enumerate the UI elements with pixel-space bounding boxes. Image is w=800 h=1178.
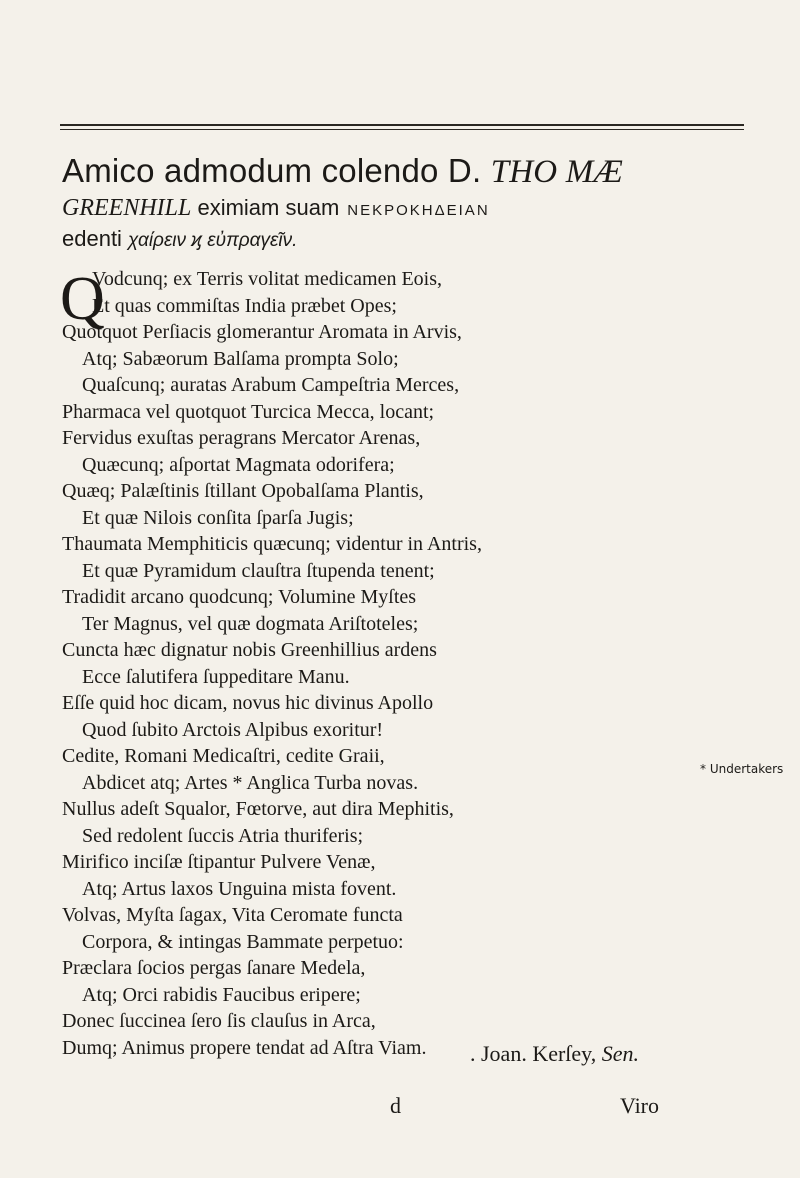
poem-line: Dumq; Animus propere tendat ad Aſtra Viam. [62,1036,427,1059]
poem-line: Atq; Sabæorum Balſama prompta Solo; [82,347,399,370]
heading-name: THO MÆ [490,154,624,190]
poem-line: Thaumata Memphiticis quæcunq; videntur in Antris, [62,533,482,555]
drop-capital: Q [60,265,105,333]
poem-line: Et quæ Nilois conſita ſparſa Jugis; [82,506,354,529]
poem-line: Ecce ſalutifera ſuppeditare Manu. [82,665,350,688]
dedication-heading [62,152,752,191]
poem-line: Quod ſubito Arctois Alpibus exoritur! [82,718,384,741]
signature [470,1041,639,1067]
signature-name: . Joan. Kerſey, [470,1041,597,1066]
poem-line: Quæcunq; aſportat Magmata odorifera; [82,453,395,476]
edenti-text: edenti [62,226,122,251]
subheading-name: GREENHILL [62,195,192,221]
poem-line: Fervidus exuſtas peragrans Mercator Arenas, [62,427,421,449]
poem-line: Corpora, & intingas Bammate perpetuo: [82,930,404,953]
dedication-subheading [62,195,752,222]
poem-line: Atq; Artus laxos Unguina mista fovent. [82,877,397,900]
subheading-text: eximiam suam [191,195,340,220]
top-rule [60,124,744,126]
bottom-rule [60,129,744,130]
poem-line: Nullus adeſt Squalor, Fœtorve, aut dira Mephitis, [62,798,454,820]
poem-line: Tradidit arcano quodcunq; Volumine Myſtes [62,586,417,608]
catchword: Viro [620,1093,660,1118]
poem-line: Quaſcunq; auratas Arabum Campeſtria Merces, [82,374,460,396]
poem-line: Quotquot Perſiacis glomerantur Aromata in Arvis, [62,321,462,343]
poem-line: Atq; Orci rabidis Faucibus eripere; [82,983,361,1006]
poem-line: Volvas, Myſta ſagax, Vita Ceromate functa [62,904,403,926]
poem-line: Abdicet atq; Artes * Anglica Turba novas. [82,771,419,794]
dedication-edenti [62,226,297,252]
poem-line: Et quas commiſtas India præbet Opes; [92,294,397,317]
poem-line: Mirifico inciſæ ſtipantur Pulvere Venæ, [62,851,376,873]
poem-line: Et quæ Pyramidum clauſtra ſtupenda tenent; [82,559,435,582]
poem-line: Ter Magnus, vel quæ dogmata Ariſtoteles; [82,612,419,635]
poem-line: Eſſe quid hoc dicam, novus hic divinus Apollo [62,692,434,714]
subheading-greek: ΝΕΚΡΟΚΗΔΕΙΑΝ [347,202,490,219]
edenti-greek: χαίρειν ϗ εὐπραγεῖν. [127,230,298,251]
poem-line: Vodcunq; ex Terris volitat medicamen Eois, [92,268,443,290]
poem-body [0,266,800,1061]
poem-line: Quæq; Palæſtinis ſtillant Opobalſama Plantis, [62,480,424,502]
margin-note: * Undertakers [700,762,784,776]
poem-line: Cedite, Romani Medicaſtri, cedite Graii, [62,745,385,767]
poem-line: Præclara ſocios pergas ſanare Medela, [62,957,366,979]
poem-line: Cuncta hæc dignatur nobis Greenhillius ardens [62,639,437,661]
signature-role: Sen. [601,1041,640,1066]
heading-prefix: Amico admodum colendo D. [62,152,491,189]
signature-mark: d [390,1093,401,1118]
poem-line: Sed redolent ſuccis Atria thuriferis; [82,824,364,847]
poem-line: Pharmaca vel quotquot Turcica Mecca, locant; [62,400,435,423]
poem-line: Donec ſuccinea ſero ſis clauſus in Arca, [62,1010,376,1032]
